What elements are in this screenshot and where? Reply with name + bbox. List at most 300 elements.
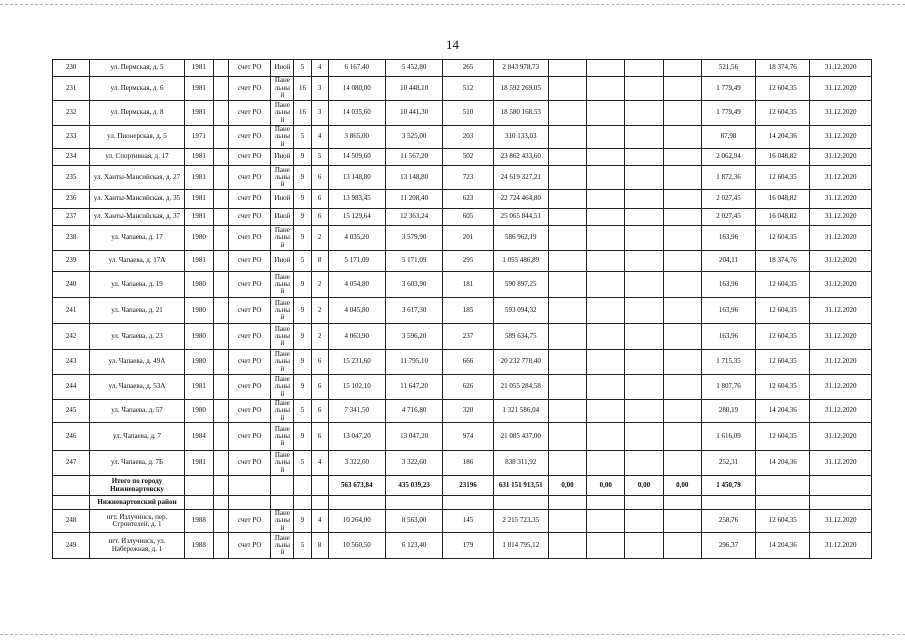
blank — [213, 190, 228, 209]
cost-unit: 1 872,36 — [701, 166, 755, 190]
total-row — [53, 476, 872, 496]
cost-unit: 2 027,45 — [701, 209, 755, 226]
cost-c3 — [625, 77, 663, 101]
area-living: 3 596,20 — [385, 324, 442, 350]
area-total: 10 560,50 — [328, 533, 385, 559]
cost-unit: 163,96 — [701, 272, 755, 298]
total-c4: 0,00 — [663, 476, 701, 496]
table-row — [53, 324, 872, 350]
residents: 623 — [443, 190, 493, 209]
fund-method: счет РО — [229, 451, 271, 476]
deadline: 31.12.2020 — [810, 126, 872, 149]
cost-limit: 14 204,36 — [756, 533, 810, 559]
floors: 9 — [294, 226, 311, 251]
cost-c1 — [548, 126, 586, 149]
cost-c1 — [548, 533, 586, 559]
table-row — [53, 60, 872, 77]
address: ул. Чапаева, д. 19 — [90, 272, 185, 298]
blank — [213, 298, 228, 324]
fund-method: счет РО — [229, 209, 271, 226]
row-number: 248 — [53, 510, 90, 533]
row-number: 249 — [53, 533, 90, 559]
deadline: 31.12.2020 — [810, 77, 872, 101]
cost-limit: 18 374,76 — [756, 251, 810, 272]
cost-unit: 163,96 — [701, 226, 755, 251]
wall-material: Пане льны й — [271, 226, 294, 251]
cost-c1 — [548, 60, 586, 77]
row-number: 232 — [53, 101, 90, 126]
deadline: 31.12.2020 — [810, 149, 872, 166]
floors: 5 — [294, 60, 311, 77]
cost-c1 — [548, 166, 586, 190]
deadline: 31.12.2020 — [810, 400, 872, 423]
total-label: Итого по городу Нижневартовску — [90, 476, 185, 496]
table-body-district — [53, 510, 872, 559]
blank — [213, 226, 228, 251]
table-row — [53, 251, 872, 272]
residents: 666 — [443, 350, 493, 375]
area-living: 5 452,80 — [385, 60, 442, 77]
cost-c4 — [663, 298, 701, 324]
cost-total: 593 094,32 — [493, 298, 548, 324]
residents: 265 — [443, 60, 493, 77]
cost-unit: 296,37 — [701, 533, 755, 559]
build-year: 1980 — [184, 298, 213, 324]
fund-method: счет РО — [229, 272, 271, 298]
area-total: 7 341,50 — [328, 400, 385, 423]
cost-c4 — [663, 190, 701, 209]
row-number: 233 — [53, 126, 90, 149]
cost-limit: 14 204,36 — [756, 126, 810, 149]
cost-limit: 12 604,35 — [756, 166, 810, 190]
area-total: 13 047,20 — [328, 423, 385, 451]
deadline: 31.12.2020 — [810, 209, 872, 226]
cost-c4 — [663, 101, 701, 126]
cost-c4 — [663, 400, 701, 423]
wall-material: Пане льны й — [271, 77, 294, 101]
area-total: 4 054,80 — [328, 272, 385, 298]
address: ул. Пионерская, д. 5 — [90, 126, 185, 149]
cost-c3 — [625, 400, 663, 423]
cost-total: 20 232 778,40 — [493, 350, 548, 375]
area-living: 3 322,60 — [385, 451, 442, 476]
blank — [213, 324, 228, 350]
fund-method: счет РО — [229, 101, 271, 126]
build-year: 1980 — [184, 226, 213, 251]
cost-c3 — [625, 272, 663, 298]
area-living: 10 441,30 — [385, 101, 442, 126]
deadline: 31.12.2020 — [810, 350, 872, 375]
cost-c1 — [548, 77, 586, 101]
cost-c1 — [548, 324, 586, 350]
area-living: 10 448,10 — [385, 77, 442, 101]
wall-material: Иной — [271, 209, 294, 226]
fund-method: счет РО — [229, 324, 271, 350]
total-cost: 631 151 913,51 — [493, 476, 548, 496]
cost-c4 — [663, 166, 701, 190]
blank — [213, 423, 228, 451]
cost-total: 1 321 586,04 — [493, 400, 548, 423]
wall-material: Пане льны й — [271, 350, 294, 375]
cost-c2 — [587, 298, 625, 324]
build-year: 1981 — [184, 251, 213, 272]
cost-unit: 258,76 — [701, 510, 755, 533]
cost-c2 — [587, 60, 625, 77]
deadline: 31.12.2020 — [810, 60, 872, 77]
cost-c3 — [625, 226, 663, 251]
row-number: 242 — [53, 324, 90, 350]
cost-c2 — [587, 451, 625, 476]
cost-c1 — [548, 209, 586, 226]
entrances: 6 — [311, 350, 328, 375]
cost-c2 — [587, 510, 625, 533]
row-number: 235 — [53, 166, 90, 190]
blank — [213, 166, 228, 190]
entrances: 3 — [311, 101, 328, 126]
fund-method: счет РО — [229, 533, 271, 559]
entrances: 8 — [311, 533, 328, 559]
cost-unit: 521,56 — [701, 60, 755, 77]
total-c3: 0,00 — [625, 476, 663, 496]
residents: 181 — [443, 272, 493, 298]
cost-c2 — [587, 101, 625, 126]
fund-method: счет РО — [229, 149, 271, 166]
cost-c2 — [587, 272, 625, 298]
floors: 9 — [294, 209, 311, 226]
cost-c3 — [625, 149, 663, 166]
row-number: 236 — [53, 190, 90, 209]
cost-limit: 12 604,35 — [756, 510, 810, 533]
table-row — [53, 190, 872, 209]
floors: 9 — [294, 324, 311, 350]
cost-limit: 16 048,82 — [756, 209, 810, 226]
cost-unit: 1 779,49 — [701, 77, 755, 101]
blank — [213, 400, 228, 423]
residents: 723 — [443, 166, 493, 190]
cost-limit: 12 604,35 — [756, 324, 810, 350]
cost-c4 — [663, 533, 701, 559]
fund-method: счет РО — [229, 400, 271, 423]
entrances: 5 — [311, 149, 328, 166]
area-total: 10 264,00 — [328, 510, 385, 533]
build-year: 1981 — [184, 209, 213, 226]
address: пгт. Излучинск, ул. Набережная, д. 1 — [90, 533, 185, 559]
row-number: 239 — [53, 251, 90, 272]
entrances: 4 — [311, 126, 328, 149]
blank — [213, 272, 228, 298]
area-living: 11 647,20 — [385, 375, 442, 400]
build-year: 1980 — [184, 350, 213, 375]
address: ул. Чапаева, д. 7 — [90, 423, 185, 451]
table-row — [53, 510, 872, 533]
row-number: 246 — [53, 423, 90, 451]
cost-limit: 12 604,35 — [756, 423, 810, 451]
entrances: 8 — [311, 251, 328, 272]
floors: 9 — [294, 298, 311, 324]
deadline: 31.12.2020 — [810, 298, 872, 324]
cost-total: 21 055 284,58 — [493, 375, 548, 400]
address: ул. Ханты-Мансийская, д. 27 — [90, 166, 185, 190]
cost-total: 590 897,25 — [493, 272, 548, 298]
table-row — [53, 166, 872, 190]
cost-limit: 16 048,82 — [756, 190, 810, 209]
cost-c1 — [548, 510, 586, 533]
build-year: 1981 — [184, 451, 213, 476]
address: ул. Пермская, д. 6 — [90, 77, 185, 101]
build-year: 1980 — [184, 400, 213, 423]
area-living: 8 563,00 — [385, 510, 442, 533]
cost-total: 21 085 437,00 — [493, 423, 548, 451]
page-number: 14 — [446, 37, 459, 52]
cost-total: 25 065 844,51 — [493, 209, 548, 226]
address: ул. Чапаева, д. 21 — [90, 298, 185, 324]
build-year: 1981 — [184, 149, 213, 166]
fund-method: счет РО — [229, 251, 271, 272]
residents: 974 — [443, 423, 493, 451]
floors: 16 — [294, 101, 311, 126]
cost-c1 — [548, 400, 586, 423]
row-number: 231 — [53, 77, 90, 101]
deadline: 31.12.2020 — [810, 226, 872, 251]
cost-c2 — [587, 400, 625, 423]
cost-c3 — [625, 510, 663, 533]
residents: 605 — [443, 209, 493, 226]
table-row — [53, 533, 872, 559]
cost-c2 — [587, 126, 625, 149]
area-total: 14 509,60 — [328, 149, 385, 166]
entrances: 6 — [311, 166, 328, 190]
residents: 145 — [443, 510, 493, 533]
fund-method: счет РО — [229, 226, 271, 251]
cost-c2 — [587, 423, 625, 451]
top-scan-edge — [0, 4, 905, 5]
residents: 179 — [443, 533, 493, 559]
wall-material: Пане льны й — [271, 451, 294, 476]
deadline: 31.12.2020 — [810, 375, 872, 400]
blank — [213, 77, 228, 101]
cost-c1 — [548, 226, 586, 251]
cost-c4 — [663, 251, 701, 272]
table-row — [53, 101, 872, 126]
blank — [213, 533, 228, 559]
deadline: 31.12.2020 — [810, 190, 872, 209]
cost-total: 18 580 168,53 — [493, 101, 548, 126]
total-area-living: 435 039,23 — [385, 476, 442, 496]
cost-unit: 163,96 — [701, 298, 755, 324]
wall-material: Пане льны й — [271, 510, 294, 533]
entrances: 3 — [311, 77, 328, 101]
row-number: 237 — [53, 209, 90, 226]
cost-c3 — [625, 101, 663, 126]
bottom-scan-edge — [0, 634, 905, 635]
residents: 201 — [443, 226, 493, 251]
residents: 185 — [443, 298, 493, 324]
area-total: 15 231,60 — [328, 350, 385, 375]
cost-limit: 12 604,35 — [756, 226, 810, 251]
area-living: 11 208,40 — [385, 190, 442, 209]
row-number: 241 — [53, 298, 90, 324]
cost-limit: 14 204,36 — [756, 400, 810, 423]
deadline: 31.12.2020 — [810, 251, 872, 272]
wall-material: Иной — [271, 190, 294, 209]
deadline: 31.12.2020 — [810, 166, 872, 190]
row-number: 238 — [53, 226, 90, 251]
cost-total: 586 962,19 — [493, 226, 548, 251]
floors: 9 — [294, 149, 311, 166]
row-number: 247 — [53, 451, 90, 476]
area-living: 4 716,80 — [385, 400, 442, 423]
build-year: 1981 — [184, 190, 213, 209]
cost-c2 — [587, 190, 625, 209]
cost-total: 589 634,75 — [493, 324, 548, 350]
table-row — [53, 400, 872, 423]
wall-material: Иной — [271, 251, 294, 272]
cost-c4 — [663, 375, 701, 400]
area-living: 3 579,90 — [385, 226, 442, 251]
blank — [213, 101, 228, 126]
deadline: 31.12.2020 — [810, 451, 872, 476]
floors: 9 — [294, 190, 311, 209]
wall-material: Иной — [271, 149, 294, 166]
residents: 510 — [443, 101, 493, 126]
cost-c4 — [663, 272, 701, 298]
deadline: 31.12.2020 — [810, 324, 872, 350]
deadline: 31.12.2020 — [810, 510, 872, 533]
fund-method: счет РО — [229, 166, 271, 190]
cost-c1 — [548, 375, 586, 400]
floors: 9 — [294, 375, 311, 400]
cost-total: 2 215 723,35 — [493, 510, 548, 533]
cost-c2 — [587, 209, 625, 226]
table-row — [53, 77, 872, 101]
cost-c2 — [587, 77, 625, 101]
row-number: 243 — [53, 350, 90, 375]
address: ул. Чапаева, д. 49А — [90, 350, 185, 375]
address: ул. Ханты-Мансийская, д. 35 — [90, 190, 185, 209]
address: ул. Пермская, д. 5 — [90, 60, 185, 77]
area-total: 15 129,64 — [328, 209, 385, 226]
housing-table — [52, 59, 872, 559]
area-total: 14 035,60 — [328, 101, 385, 126]
entrances: 4 — [311, 60, 328, 77]
cost-limit: 14 204,36 — [756, 451, 810, 476]
table-row — [53, 451, 872, 476]
cost-limit: 16 048,82 — [756, 149, 810, 166]
build-year: 1980 — [184, 324, 213, 350]
address: ул. Чапаева, д. 17 — [90, 226, 185, 251]
cost-limit: 18 374,76 — [756, 60, 810, 77]
cost-unit: 1 715,35 — [701, 350, 755, 375]
total-c1: 0,00 — [548, 476, 586, 496]
address: ул. Чапаева, д. 7Б — [90, 451, 185, 476]
blank — [213, 375, 228, 400]
cost-limit: 12 604,35 — [756, 272, 810, 298]
area-total: 4 045,80 — [328, 298, 385, 324]
wall-material: Пане льны й — [271, 375, 294, 400]
wall-material: Пане льны й — [271, 324, 294, 350]
total-residents: 23196 — [443, 476, 493, 496]
cost-unit: 1 779,49 — [701, 101, 755, 126]
wall-material: Пане льны й — [271, 298, 294, 324]
table-row — [53, 209, 872, 226]
cost-limit: 12 604,35 — [756, 77, 810, 101]
residents: 237 — [443, 324, 493, 350]
area-total: 5 171,09 — [328, 251, 385, 272]
row-number: 240 — [53, 272, 90, 298]
residents: 502 — [443, 149, 493, 166]
cost-unit: 2 062,94 — [701, 149, 755, 166]
floors: 16 — [294, 77, 311, 101]
area-living: 3 525,00 — [385, 126, 442, 149]
cost-c2 — [587, 251, 625, 272]
cost-c1 — [548, 149, 586, 166]
entrances: 4 — [311, 510, 328, 533]
address: ул. Чапаева, д. 53А — [90, 375, 185, 400]
area-total: 3 865,00 — [328, 126, 385, 149]
entrances: 4 — [311, 451, 328, 476]
total-cost-unit: 1 450,79 — [701, 476, 755, 496]
fund-method: счет РО — [229, 126, 271, 149]
residents: 295 — [443, 251, 493, 272]
floors: 5 — [294, 251, 311, 272]
cost-total: 23 862 433,60 — [493, 149, 548, 166]
cost-c4 — [663, 209, 701, 226]
blank — [213, 60, 228, 77]
cost-c2 — [587, 375, 625, 400]
wall-material: Пане льны й — [271, 272, 294, 298]
cost-total: 838 311,92 — [493, 451, 548, 476]
area-living: 13 148,80 — [385, 166, 442, 190]
cost-c3 — [625, 251, 663, 272]
cost-c2 — [587, 166, 625, 190]
area-living: 3 603,90 — [385, 272, 442, 298]
deadline: 31.12.2020 — [810, 272, 872, 298]
cost-c4 — [663, 77, 701, 101]
entrances: 6 — [311, 423, 328, 451]
cost-c3 — [625, 375, 663, 400]
fund-method: счет РО — [229, 298, 271, 324]
cost-c3 — [625, 190, 663, 209]
cost-unit: 87,98 — [701, 126, 755, 149]
cost-c1 — [548, 272, 586, 298]
cost-c3 — [625, 423, 663, 451]
table-row — [53, 126, 872, 149]
cost-c4 — [663, 510, 701, 533]
cost-total: 1 055 486,89 — [493, 251, 548, 272]
wall-material: Пане льны й — [271, 166, 294, 190]
cost-c1 — [548, 101, 586, 126]
residents: 203 — [443, 126, 493, 149]
fund-method: счет РО — [229, 510, 271, 533]
blank — [213, 126, 228, 149]
area-living: 11 567,20 — [385, 149, 442, 166]
floors: 9 — [294, 510, 311, 533]
address: ул. Ханты-Мансийская, д. 37 — [90, 209, 185, 226]
build-year: 1981 — [184, 375, 213, 400]
cost-c4 — [663, 60, 701, 77]
wall-material: Иной — [271, 60, 294, 77]
blank — [213, 209, 228, 226]
blank — [213, 510, 228, 533]
entrances: 6 — [311, 400, 328, 423]
table-total-block — [53, 476, 872, 510]
cost-total: 22 724 464,80 — [493, 190, 548, 209]
fund-method: счет РО — [229, 60, 271, 77]
cost-c3 — [625, 324, 663, 350]
cost-limit: 12 604,35 — [756, 350, 810, 375]
cost-c2 — [587, 533, 625, 559]
build-year: 1988 — [184, 533, 213, 559]
